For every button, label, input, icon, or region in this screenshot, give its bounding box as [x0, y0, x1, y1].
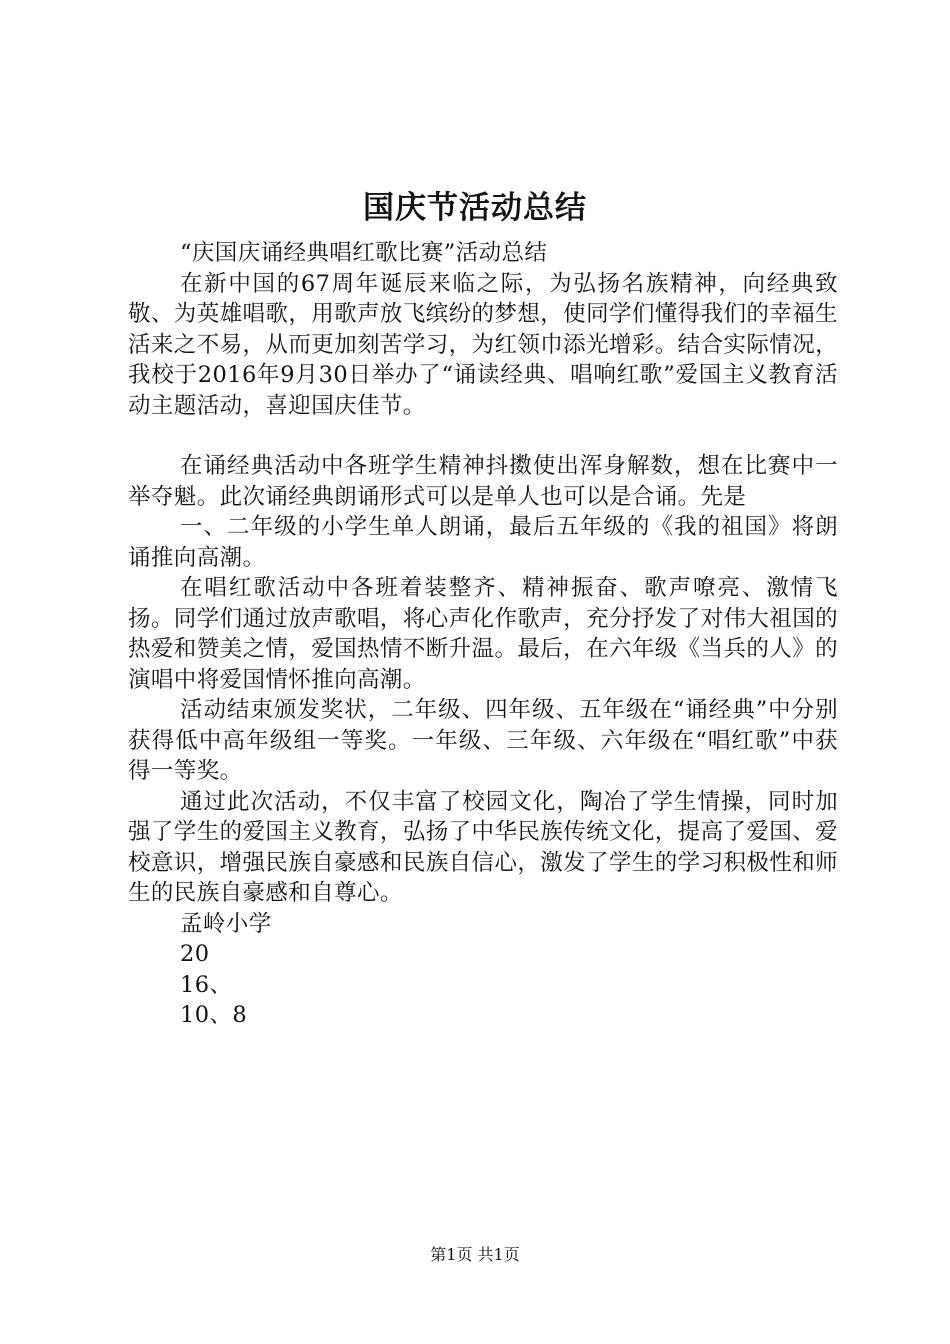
paragraph-spacer — [128, 421, 838, 451]
paragraph-conclusion: 通过此次活动，不仅丰富了校园文化，陶冶了学生情操，同时加强了学生的爱国主义教育，弘扬了中华民族传统文化，提高了爱国、爱校意识，增强民族自豪感和民族自信心，激发了学生的学习积极性和师生的民族自豪感和自尊心。 — [128, 788, 838, 906]
page-number-footer: 第1页 共1页 — [430, 1245, 520, 1264]
paragraph-intro: 在新中国的67周年诞辰来临之际，为弘扬名族精神，向经典致敬、为英雄唱歌，用歌声放飞缤纷的梦想，使同学们懂得我们的幸福生活来之不易，从而更加刻苦学习，为红领巾添光增彩。结合实际情况，我校于2016年9月30日举办了“诵读经典、唱响红歌”爱国主义教育活动主题活动，喜迎国庆佳节。 — [128, 270, 838, 419]
document-title: 国庆节活动总结 — [363, 190, 587, 226]
paragraph-awards: 活动结束颁发奖状，二年级、四年级、五年级在“诵经典”中分别获得低中高年级组一等奖。一年级、三年级、六年级在“唱红歌”中获得一等奖。 — [128, 697, 838, 784]
paragraph-subtitle: “庆国庆诵经典唱红歌比赛”活动总结 — [180, 240, 548, 266]
signature-date-line: 10、8 — [180, 1002, 248, 1028]
paragraph-recitation: 在诵经典活动中各班学生精神抖擞使出浑身解数，想在比赛中一举夺魁。此次诵经典朗诵形式可以是单人也可以是合诵。先是 — [128, 453, 838, 510]
paragraph-singing: 在唱红歌活动中各班着装整齐、精神振奋、歌声嘹亮、激情飞扬。同学们通过放声歌唱，将心声化作歌声，充分抒发了对伟大祖国的热爱和赞美之情，爱国热情不断升温。最后，在六年级《当兵的人》的演唱中将爱国情怀推向高潮。 — [128, 575, 838, 693]
signature-date-line: 16、 — [180, 971, 233, 998]
signature-school: 孟岭小学 — [180, 910, 272, 937]
document-body — [128, 238, 838, 1031]
paragraph-recitation-continued: 一、二年级的小学生单人朗诵，最后五年级的《我的祖国》将朗诵推向高潮。 — [128, 514, 838, 571]
signature-date-line: 20 — [180, 941, 210, 967]
